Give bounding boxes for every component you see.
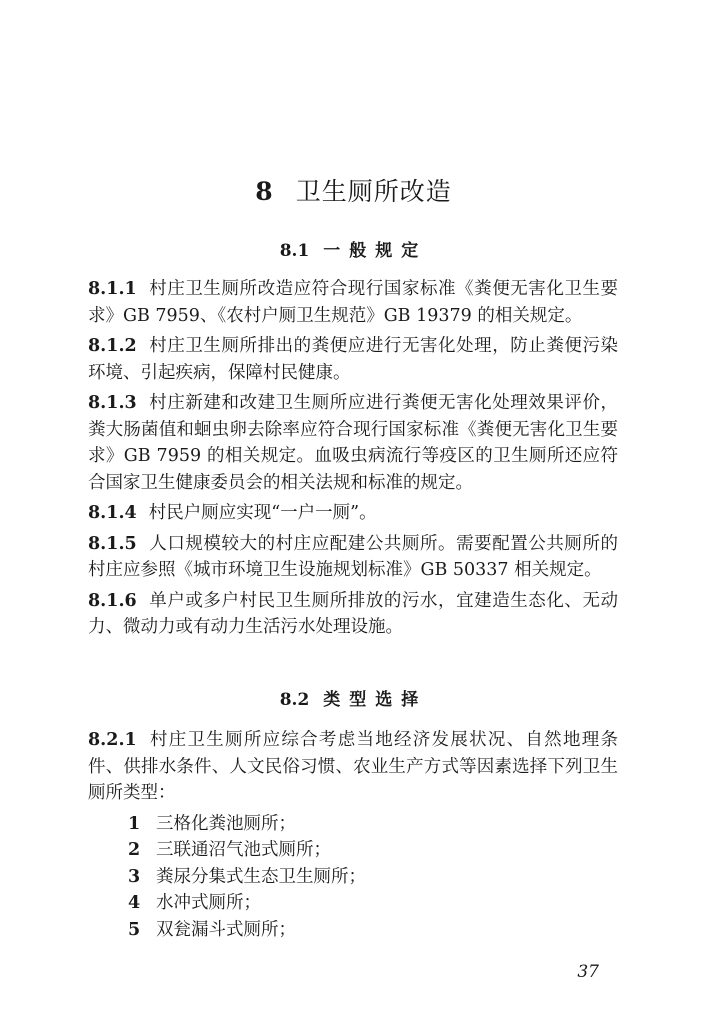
clause-number: 8.1.3 [88,393,137,413]
clause-number: 8.1.5 [88,533,137,554]
list-item-text: 三格化粪池厕所； [156,813,296,834]
chapter-title [0,172,707,208]
list-item-number: 1 [128,813,141,834]
clause-text: 村民户厕应实现“一户一厕”。 [148,503,377,523]
page-number: 37 [577,962,599,982]
chapter-title-text: 卫生厕所改造 [295,177,452,206]
list-item-text: 粪尿分集式生态卫生厕所； [156,866,366,887]
section-8-1-body [88,276,618,645]
list-item-text: 水冲式厕所； [156,893,261,913]
list-item-text: 三联通沼气池式厕所； [156,840,331,860]
clause-text: 村庄卫生厕所应综合考虑当地经济发展状况、自然地理条件、供排水条件、人文民俗习惯、农业生产方式等因素选择下列卫生厕所类型： [88,730,618,803]
list-item-number: 2 [128,840,141,860]
clause-text: 村庄卫生厕所改造应符合现行国家标准《粪便无害化卫生要求》GB 7959、《农村户厕卫生规范》GB 19379 的相关规定。 [88,279,618,326]
list-item-number: 4 [128,893,141,913]
list-item-number: 5 [128,919,141,940]
clause [88,588,618,641]
list-item-text: 双瓮漏斗式厕所； [156,919,296,940]
section-title-text: 类型选择 [323,690,428,710]
clause [88,531,618,584]
chapter-number: 8 [255,177,274,206]
list-item-number: 3 [128,866,141,887]
clause [88,500,618,527]
list-item [128,864,618,891]
clause-number: 8.1.4 [88,503,137,523]
section-title-8-1 [0,236,707,261]
list-item [128,890,618,917]
section-8-2-body [88,727,618,943]
clause [88,390,618,496]
clause-text: 村庄新建和改建卫生厕所应进行粪便无害化处理效果评价，粪大肠菌值和蛔虫卵去除率应符合现行国家标准《粪便无害化卫生要求》GB 7959 的相关规定。血吸虫病流行等疫区的卫生厕所还应符合国家卫生健康委员会的相关法规和标准的规定。 [88,393,618,493]
list-item [128,917,618,944]
clause-number: 8.2.1 [88,730,137,750]
section-title-text: 一般规定 [323,241,428,261]
clause [88,727,618,807]
clause [88,276,618,329]
clause-number: 8.1.1 [88,279,137,299]
clause-text: 单户或多户村民卫生厕所排放的污水，宜建造生态化、无动力、微动力或有动力生活污水处理设施。 [88,590,618,637]
clause-number: 8.1.2 [88,336,137,356]
section-number: 8.1 [279,241,310,261]
clause-text: 人口规模较大的村庄应配建公共厕所。需要配置公共厕所的村庄应参照《城市环境卫生设施规划标准》GB 50337 相关规定。 [88,533,618,580]
section-title-8-2 [0,685,707,710]
list-item [128,837,618,864]
clause-number: 8.1.6 [88,590,137,611]
list-item [128,811,618,838]
clause [88,333,618,386]
clause-text: 村庄卫生厕所排出的粪便应进行无害化处理，防止粪便污染环境、引起疾病，保障村民健康。 [88,336,618,383]
section-number: 8.2 [279,690,310,710]
